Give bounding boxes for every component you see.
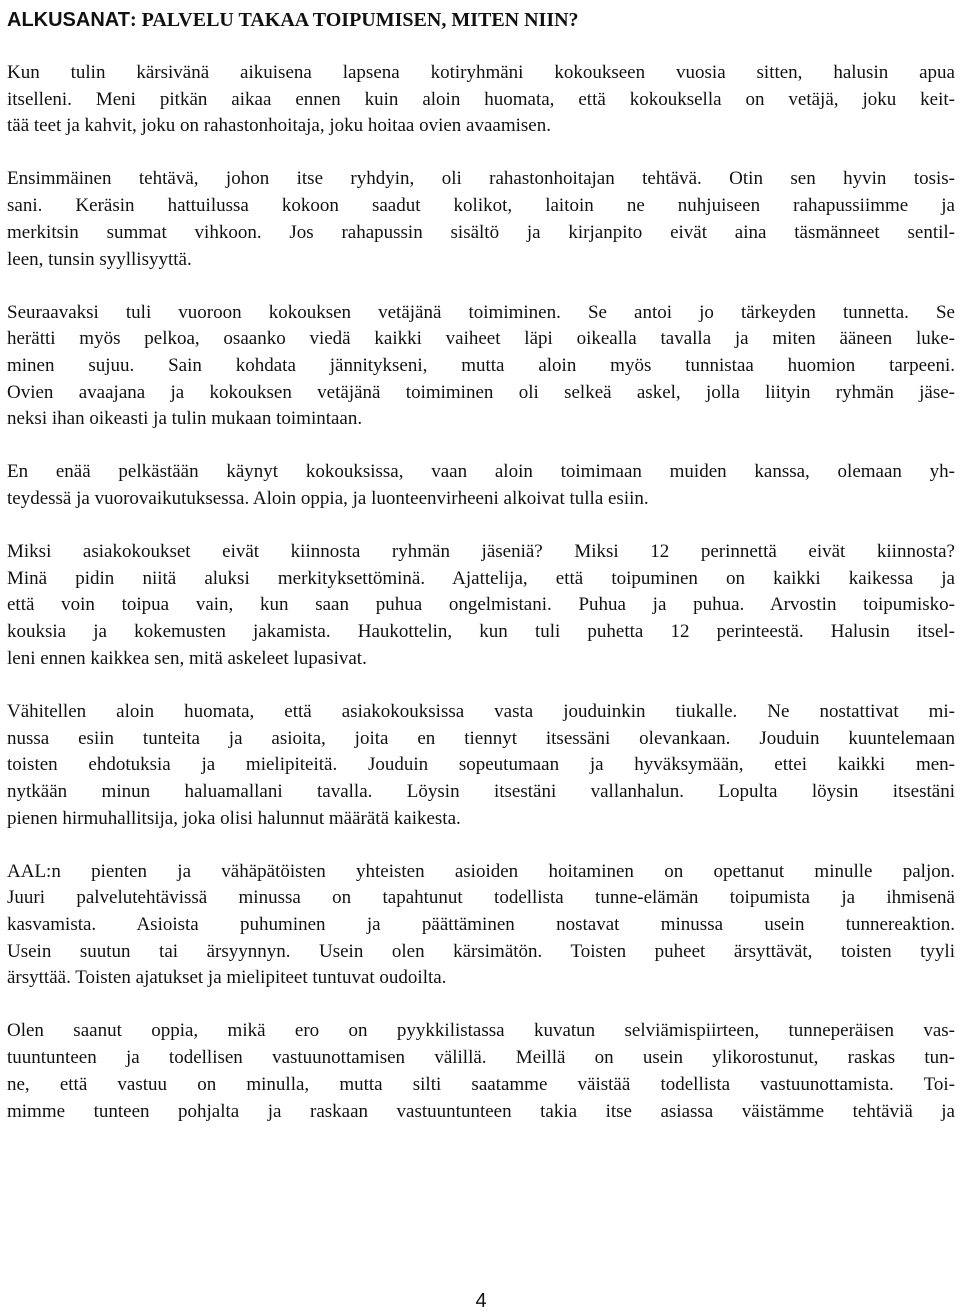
text-line: teydessä ja vuorovaikutuksessa. Aloin oppia, ja luonteenvirheeni alkoivat tulla esiin.	[7, 488, 649, 510]
text-line: ärsyttää. Toisten ajatukset ja mielipiteet tuntuvat oudoilta.	[7, 967, 447, 989]
heading-lead: ALKUSANAT	[7, 9, 130, 31]
paragraph	[7, 60, 955, 140]
text-line: tuuntunteen ja todellisen vastuunottamisen välillä. Meillä on usein ylikorostunut, raskas tun-	[7, 1047, 955, 1069]
text-line: kouksia ja kokemusten jakamista. Haukottelin, kun tuli puhetta 12 perinteestä. Halusin itsel-	[7, 621, 955, 643]
body-text	[7, 60, 955, 1152]
page-number: 4	[475, 1290, 487, 1312]
text-line: neksi ihan oikeasti ja tulin mukaan toimintaan.	[7, 408, 363, 430]
document-page	[7, 0, 955, 1315]
text-line: Usein suutun tai ärsyynnyn. Usein olen kärsimätön. Toisten puheet ärsyttävät, toisten tyyli	[7, 940, 955, 962]
text-line: herätti myös pelkoa, osaanko viedä kaikki vaiheet läpi oikealla tavalla ja miten ääneen luke-	[7, 328, 955, 350]
text-line: Juuri palvelutehtävissä minussa on tapahtunut todellista tunne-elämän toipumista ja ihmisenä	[7, 887, 955, 909]
text-line: merkitsin summat vihkoon. Jos rahapussin sisältö ja kirjanpito eivät aina täsmänneet sentil-	[7, 221, 955, 243]
text-line: Miksi asiakokoukset eivät kiinnosta ryhmän jäseniä? Miksi 12 perinnettä eivät kiinnosta?	[7, 541, 955, 563]
text-line: Kun tulin kärsivänä aikuisena lapsena kotiryhmäni kokoukseen vuosia sitten, halusin apua	[7, 62, 955, 83]
paragraph	[7, 300, 955, 434]
text-line: AAL:n pienten ja vähäpätöisten yhteisten asioiden hoitaminen on opettanut minulle paljon.	[7, 860, 955, 882]
text-line: Olen saanut oppia, mikä ero on pyykkilistassa kuvatun selviämispiirteen, tunneperäisen vas-	[7, 1020, 955, 1042]
text-line: nytkään minun haluamallani tavalla. Löysin itsestäni vallanhalun. Lopulta löysin itsestäni	[7, 780, 955, 802]
text-line: En enää pelkästään käynyt kokouksissa, vaan aloin toimimaan muiden kanssa, olemaan yh-	[7, 461, 955, 483]
text-line: leni ennen kaikkea sen, mitä askeleet lupasivat.	[7, 647, 367, 669]
paragraph	[7, 539, 955, 673]
text-line: minen sujuu. Sain kohdata jännitykseni, mutta aloin myös tunnistaa huomion tarpeeni.	[7, 354, 955, 376]
text-line: pienen hirmuhallitsija, joka olisi halunnut määrätä kaikesta.	[7, 807, 461, 829]
text-line: nussa esiin tunteita ja asioita, joita en tiennyt itsessäni olevankaan. Jouduin kuuntelemaan	[7, 727, 955, 749]
text-line: tää teet ja kahvit, joku on rahastonhoitaja, joku hoitaa ovien avaamisen.	[7, 115, 551, 137]
text-line: leen, tunsin syyllisyyttä.	[7, 248, 192, 270]
text-line: ne, että vastuu on minulla, mutta silti saatamme väistää todellista vastuunottamista. Toi-	[7, 1073, 955, 1095]
text-line: Seuraavaksi tuli vuoroon kokouksen vetäjänä toimiminen. Se antoi jo tärkeyden tunnetta. Se	[7, 301, 955, 323]
text-line: Vähitellen aloin huomata, että asiakokouksissa vasta jouduinkin tiukalle. Ne nostattivat mi-	[7, 700, 955, 722]
text-line: kasvamista. Asioista puhuminen ja päättäminen nostavat minussa usein tunnereaktion.	[7, 914, 955, 936]
text-line: itselleni. Meni pitkän aikaa ennen kuin aloin huomata, että kokouksella on vetäjä, joku keit-	[7, 88, 955, 110]
text-line: toisten ehdotuksia ja mielipiteitä. Jouduin sopeutumaan ja hyväksymään, ettei kaikki men-	[7, 754, 955, 776]
paragraph	[7, 859, 955, 993]
paragraph	[7, 166, 955, 273]
page-heading	[7, 6, 579, 34]
paragraph	[7, 1018, 955, 1125]
text-line: että voin toipua vain, kun saan puhua ongelmistani. Puhua ja puhua. Arvostin toipumisko-	[7, 594, 955, 616]
text-line: Ovien avaajana ja kokouksen vetäjänä toimiminen oli selkeä askel, jolla liityin ryhmän jäse-	[7, 381, 955, 403]
paragraph	[7, 699, 955, 833]
text-line: Ensimmäinen tehtävä, johon itse ryhdyin, oli rahastonhoitajan tehtävä. Otin sen hyvin tosis-	[7, 168, 955, 190]
paragraph	[7, 459, 955, 512]
heading-rest: : PALVELU TAKAA TOIPUMISEN, MITEN NIIN?	[129, 9, 579, 31]
text-line: Minä pidin niitä aluksi merkityksettöminä. Ajattelija, että toipuminen on kaikki kaikessa ja	[7, 567, 955, 589]
text-line: mimme tunteen pohjalta ja raskaan vastuuntunteen takia itse asiassa väistämme tehtäviä ja	[7, 1100, 955, 1122]
text-line: sani. Keräsin hattuilussa kokoon saadut kolikot, laitoin ne nuhjuiseen rahapussiimme ja	[7, 195, 955, 217]
